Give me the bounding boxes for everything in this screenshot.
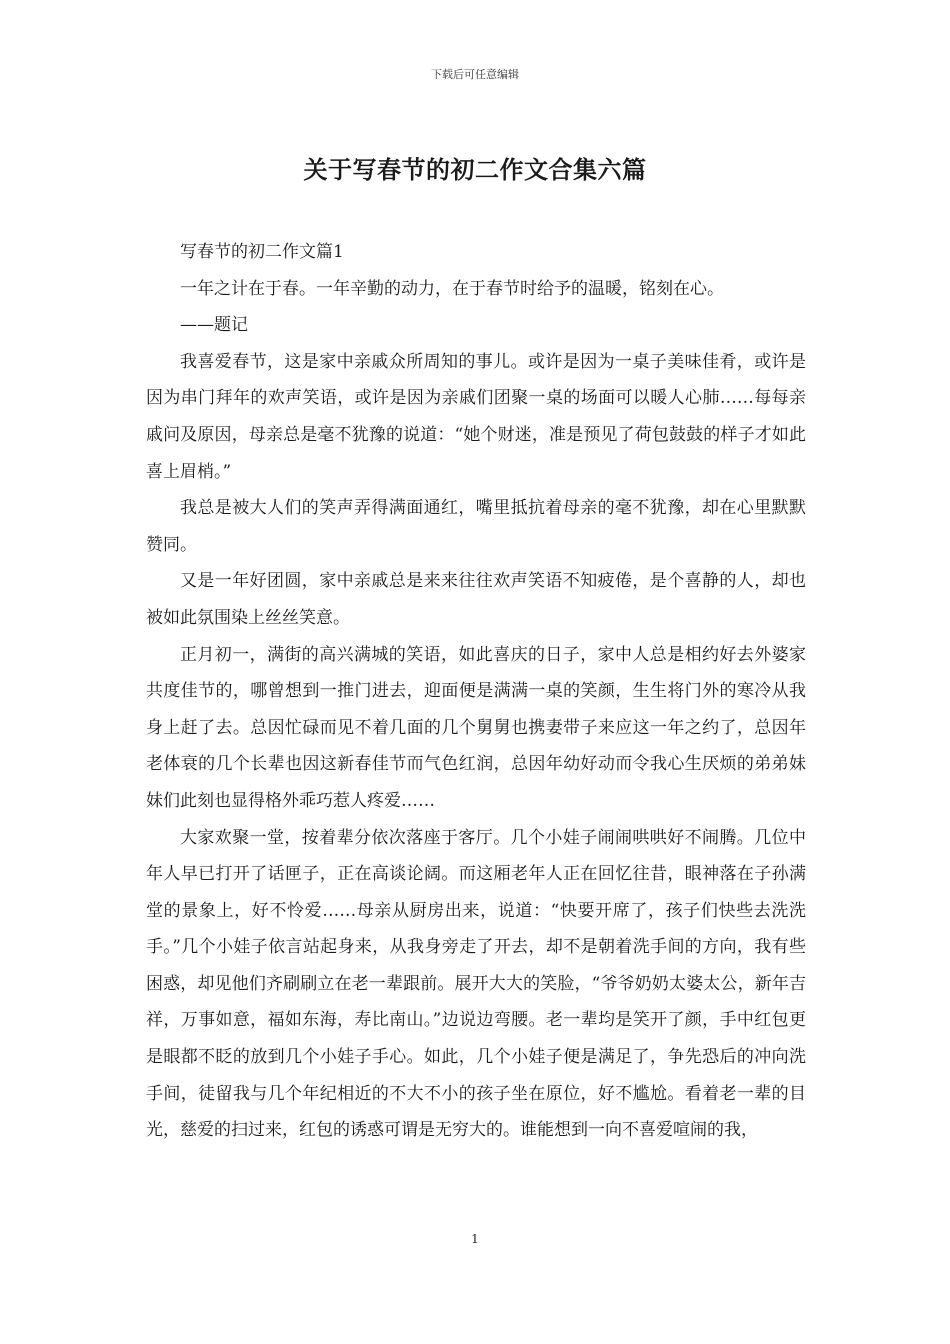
document-body bbox=[146, 234, 806, 1149]
paragraph: 我喜爱春节，这是家中亲戚众所周知的事儿。或许是因为一桌子美味佳肴，或许是因为串门拜年的欢声笑语，或许是因为亲戚们团聚一桌的场面可以暖人心肺……每每亲戚问及原因，母亲总是毫不犹豫的说道：“她个财迷，准是预见了荷包鼓鼓的样子才如此喜上眉梢。” bbox=[146, 351, 806, 482]
page-number: 1 bbox=[471, 1232, 479, 1246]
epigraph-attribution: ——题记 bbox=[180, 315, 248, 336]
header-note: 下载后可任意编辑 bbox=[431, 68, 519, 81]
page-title: 关于写春节的初二作文合集六篇 bbox=[303, 155, 647, 184]
paragraph: 又是一年好团圆，家中亲戚总是来来往往欢声笑语不知疲倦，是个喜静的人，却也被如此氛围染上丝丝笑意。 bbox=[146, 571, 806, 628]
section-heading: 写春节的初二作文篇1 bbox=[180, 242, 344, 262]
paragraph: 大家欢聚一堂，按着辈分依次落座于客厅。几个小娃子闹闹哄哄好不闹腾。几位中年人早已打开了话匣子，正在高谈论阔。而这厢老年人正在回忆往昔，眼神落在子孙满堂的景象上，好不怜爱……母亲从厨房出来，说道：“快要开席了，孩子们快些去洗洗手。”几个小娃子依言站起身来，从我身旁走了开去，却不是朝着洗手间的方向，我有些困惑，却见他们齐刷刷立在老一辈跟前。展开大大的笑脸，“爷爷奶奶太婆太公，新年吉祥，万事如意，福如东海，寿比南山。”边说边弯腰。老一辈均是笑开了颜，手中红包更是眼都不眨的放到几个小娃子手心。如此，几个小娃子便是满足了，争先恐后的冲向洗手间，徒留我与几个年纪相近的不大不小的孩子坐在原位，好不尴尬。看着老一辈的目光，慈爱的扫过来，红包的诱惑可谓是无穷大的。谁能想到一向不喜爱喧闹的我， bbox=[146, 827, 806, 1141]
epigraph: 一年之计在于春。一年辛勤的动力，在于春节时给予的温暖，铭刻在心。 bbox=[180, 278, 724, 299]
paragraph: 正月初一，满街的高兴满城的笑语，如此喜庆的日子，家中人总是相约好去外婆家共度佳节的，哪曾想到一推门进去，迎面便是满满一桌的笑颜，生生将门外的寒冷从我身上赶了去。总因忙碌而见不着几面的几个舅舅也携妻带子来应这一年之约了，总因年老体衰的几个长辈也因这新春佳节而气色红润，总因年幼好动而令我心生厌烦的弟弟妹妹们此刻也显得格外乖巧惹人疼爱…… bbox=[146, 644, 806, 811]
paragraph: 我总是被大人们的笑声弄得满面通红，嘴里抵抗着母亲的毫不犹豫，却在心里默默赞同。 bbox=[146, 498, 806, 555]
